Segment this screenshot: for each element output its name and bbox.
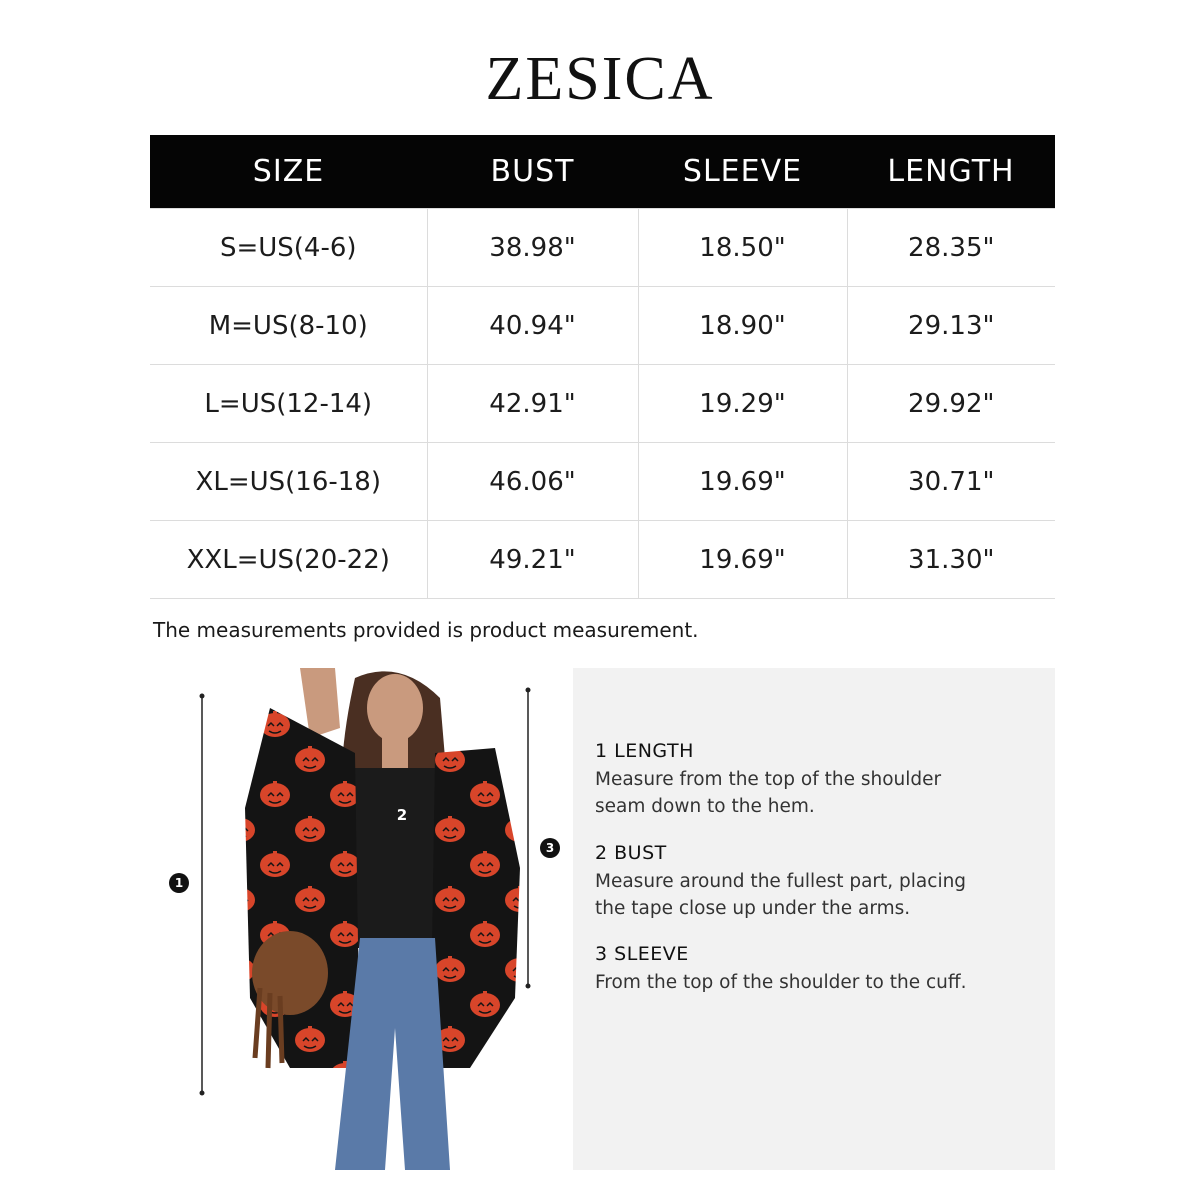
cardigan-right	[430, 748, 520, 1068]
length-cell: 29.13"	[847, 287, 1055, 365]
bust-cell: 42.91"	[427, 365, 638, 443]
guide-length	[595, 740, 941, 820]
measurement-note: The measurements provided is product measurement.	[153, 618, 699, 642]
table-row	[150, 521, 1055, 599]
size-cell: XL=US(16-18)	[150, 443, 427, 521]
cardigan-left	[245, 708, 360, 1068]
sleeve-cell: 18.50"	[638, 209, 847, 287]
table-row	[150, 287, 1055, 365]
sleeve-bottom-dot	[526, 984, 531, 989]
guide-sleeve-desc	[595, 969, 966, 996]
length-top-dot	[200, 694, 205, 699]
brand-logo: ZESICA	[485, 45, 715, 113]
model-illustration	[150, 668, 570, 1170]
model-photo	[150, 668, 570, 1170]
guide-bust	[595, 842, 966, 922]
guide-sleeve-title: 3 SLEEVE	[595, 943, 689, 965]
guide-length-desc-line: Measure from the top of the shoulder	[595, 769, 942, 790]
marker-length: 1	[169, 873, 189, 893]
bust-cell: 49.21"	[427, 521, 638, 599]
size-chart-table	[150, 135, 1055, 599]
guide-sleeve	[595, 943, 966, 996]
header-bust: BUST	[427, 135, 638, 209]
table-row	[150, 209, 1055, 287]
marker-bust: 2	[396, 806, 408, 824]
sleeve-cell: 18.90"	[638, 287, 847, 365]
size-cell: S=US(4-6)	[150, 209, 427, 287]
length-cell: 30.71"	[847, 443, 1055, 521]
length-cell: 29.92"	[847, 365, 1055, 443]
size-cell: L=US(12-14)	[150, 365, 427, 443]
table-row	[150, 365, 1055, 443]
guide-bust-desc-line: the tape close up under the arms.	[595, 898, 911, 919]
guide-bust-desc-line: Measure around the fullest part, placing	[595, 871, 967, 892]
size-cell: XXL=US(20-22)	[150, 521, 427, 599]
header-length: LENGTH	[847, 135, 1055, 209]
guide-bust-title: 2 BUST	[595, 842, 667, 864]
guide-length-title: 1 LENGTH	[595, 740, 694, 762]
length-cell: 31.30"	[847, 521, 1055, 599]
sleeve-cell: 19.29"	[638, 365, 847, 443]
marker-sleeve: 3	[540, 838, 560, 858]
guide-sleeve-desc-line: From the top of the shoulder to the cuff.	[595, 972, 967, 993]
bust-cell: 38.98"	[427, 209, 638, 287]
table-row	[150, 443, 1055, 521]
inner-top	[355, 768, 435, 948]
measurement-guide-panel	[573, 668, 1055, 1170]
guide-length-desc-line: seam down to the hem.	[595, 796, 815, 817]
sleeve-top-dot	[526, 688, 531, 693]
neck	[382, 733, 408, 773]
face	[367, 674, 423, 742]
guide-length-desc	[595, 766, 941, 820]
bag	[252, 931, 328, 1015]
bust-cell: 46.06"	[427, 443, 638, 521]
header-sleeve: SLEEVE	[638, 135, 847, 209]
bust-cell: 40.94"	[427, 287, 638, 365]
sleeve-cell: 19.69"	[638, 521, 847, 599]
header-size: SIZE	[150, 135, 427, 209]
size-cell: M=US(8-10)	[150, 287, 427, 365]
length-cell: 28.35"	[847, 209, 1055, 287]
guide-bust-desc	[595, 868, 966, 922]
length-bottom-dot	[200, 1091, 205, 1096]
table-header-row	[150, 135, 1055, 209]
sleeve-cell: 19.69"	[638, 443, 847, 521]
